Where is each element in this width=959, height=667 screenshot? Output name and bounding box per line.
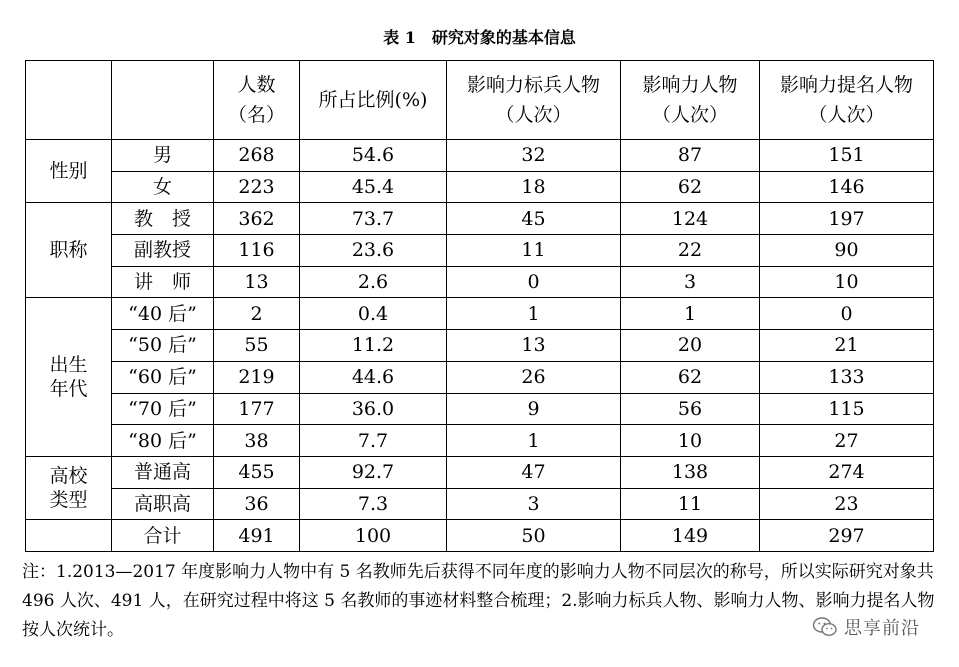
table-cell: 177 — [214, 393, 300, 425]
header-nominee-line2: （人次） — [808, 104, 885, 126]
table-cell: 268 — [214, 140, 300, 172]
row-label: 副教授 — [112, 235, 214, 267]
table-row — [26, 171, 934, 203]
table-cell: 11 — [621, 488, 760, 520]
group-label-line: 高校 — [49, 465, 88, 488]
group-label-line: 职称 — [49, 239, 88, 262]
table-cell: 44.6 — [300, 361, 447, 393]
table-row — [26, 235, 934, 267]
table-cell: 7.7 — [300, 425, 447, 457]
header-influence — [621, 61, 760, 140]
table-cell: 0 — [760, 298, 934, 330]
table-cell: 38 — [214, 425, 300, 457]
table-row — [26, 330, 934, 362]
table-row — [26, 393, 934, 425]
header-influence-line2: （人次） — [651, 104, 728, 126]
table-cell: 11.2 — [300, 330, 447, 362]
table-note: 注：1.2013—2017 年度影响力人物中有 5 名教师先后获得不同年度的影响力人物不同层次的称号，所以实际研究对象共 496 人次、491 人，在研究过程中将这 5 名教师的事迹材料整合梳理；2.影响力标兵人物、影响力人物、影响力提名人物按人次统计。 — [22, 562, 935, 640]
table-cell: 1 — [447, 425, 621, 457]
table-cell: 47 — [447, 456, 621, 488]
group-label — [26, 140, 112, 203]
row-label: “80 后” — [112, 425, 214, 457]
table-cell: 138 — [621, 456, 760, 488]
table-cell: 73.7 — [300, 203, 447, 235]
table-cell: 62 — [621, 171, 760, 203]
table-cell: 32 — [447, 140, 621, 172]
table-cell: 10 — [760, 266, 934, 298]
table-cell: 62 — [621, 361, 760, 393]
table-cell: 10 — [621, 425, 760, 457]
info-table — [25, 60, 934, 552]
total-cell: 491 — [214, 520, 300, 552]
table-cell: 13 — [447, 330, 621, 362]
row-label: “60 后” — [112, 361, 214, 393]
table-title: 表 1 研究对象的基本信息 — [383, 28, 576, 47]
group-label-line: 类型 — [49, 489, 88, 512]
table-cell: 1 — [621, 298, 760, 330]
header-row — [26, 61, 934, 140]
row-label: 讲 师 — [112, 266, 214, 298]
header-count-line2: （名） — [227, 104, 285, 126]
table-row — [26, 298, 934, 330]
table-cell: 13 — [214, 266, 300, 298]
total-cell: 50 — [447, 520, 621, 552]
total-row — [26, 520, 934, 552]
row-label: “70 后” — [112, 393, 214, 425]
table-cell: 223 — [214, 171, 300, 203]
table-cell: 9 — [447, 393, 621, 425]
row-label: 普通高 — [112, 456, 214, 488]
table-row — [26, 425, 934, 457]
row-label: 女 — [112, 171, 214, 203]
table-cell: 27 — [760, 425, 934, 457]
header-empty-1 — [26, 61, 112, 140]
watermark-text: 思享前沿 — [844, 618, 920, 639]
table-cell: 151 — [760, 140, 934, 172]
table-cell: 2 — [214, 298, 300, 330]
row-label: “40 后” — [112, 298, 214, 330]
table-cell: 55 — [214, 330, 300, 362]
row-label: “50 后” — [112, 330, 214, 362]
table-row — [26, 488, 934, 520]
header-count-line1: 人数 — [237, 74, 276, 96]
header-model — [447, 61, 621, 140]
header-model-line1: 影响力标兵人物 — [466, 74, 600, 96]
table-cell: 3 — [621, 266, 760, 298]
table-cell: 56 — [621, 393, 760, 425]
table-cell: 7.3 — [300, 488, 447, 520]
group-label-line: 性别 — [49, 160, 88, 183]
total-cell: 149 — [621, 520, 760, 552]
table-cell: 36.0 — [300, 393, 447, 425]
row-label: 教 授 — [112, 203, 214, 235]
total-label: 合计 — [112, 520, 214, 552]
total-cell: 297 — [760, 520, 934, 552]
total-cell: 100 — [300, 520, 447, 552]
wechat-icon — [812, 616, 838, 638]
table-row — [26, 266, 934, 298]
watermark — [812, 612, 942, 642]
group-label — [26, 456, 112, 519]
header-nominee — [760, 61, 934, 140]
group-label — [26, 298, 112, 456]
table-cell: 90 — [760, 235, 934, 267]
group-label — [26, 203, 112, 298]
table-cell: 124 — [621, 203, 760, 235]
header-percent-line1: 所占比例(%) — [318, 89, 428, 111]
table-row — [26, 361, 934, 393]
table-cell: 116 — [214, 235, 300, 267]
table-cell: 455 — [214, 456, 300, 488]
table-cell: 11 — [447, 235, 621, 267]
table-cell: 197 — [760, 203, 934, 235]
table-cell: 45.4 — [300, 171, 447, 203]
table-row — [26, 203, 934, 235]
header-model-line2: （人次） — [495, 104, 572, 126]
table-row — [26, 140, 934, 172]
table-cell: 3 — [447, 488, 621, 520]
row-label: 男 — [112, 140, 214, 172]
table-row — [26, 456, 934, 488]
table-cell: 54.6 — [300, 140, 447, 172]
table-cell: 36 — [214, 488, 300, 520]
header-influence-line1: 影响力人物 — [642, 74, 738, 96]
table-cell: 0 — [447, 266, 621, 298]
table-cell: 20 — [621, 330, 760, 362]
table-cell: 22 — [621, 235, 760, 267]
table-cell: 219 — [214, 361, 300, 393]
table-cell: 2.6 — [300, 266, 447, 298]
table-cell: 115 — [760, 393, 934, 425]
header-empty-2 — [112, 61, 214, 140]
header-percent — [300, 61, 447, 140]
table-cell: 45 — [447, 203, 621, 235]
table-cell: 92.7 — [300, 456, 447, 488]
table-cell: 23 — [760, 488, 934, 520]
table-cell: 146 — [760, 171, 934, 203]
table-cell: 23.6 — [300, 235, 447, 267]
group-label-line: 年代 — [49, 378, 88, 401]
table-cell: 1 — [447, 298, 621, 330]
header-nominee-line1: 影响力提名人物 — [779, 74, 913, 96]
group-label-line: 出生 — [49, 354, 88, 377]
table-cell: 87 — [621, 140, 760, 172]
table-cell: 274 — [760, 456, 934, 488]
table-cell: 26 — [447, 361, 621, 393]
total-empty-cell — [26, 520, 112, 552]
table-cell: 21 — [760, 330, 934, 362]
header-count — [214, 61, 300, 140]
table-cell: 362 — [214, 203, 300, 235]
table-cell: 0.4 — [300, 298, 447, 330]
row-label: 高职高 — [112, 488, 214, 520]
table-cell: 18 — [447, 171, 621, 203]
table-cell: 133 — [760, 361, 934, 393]
